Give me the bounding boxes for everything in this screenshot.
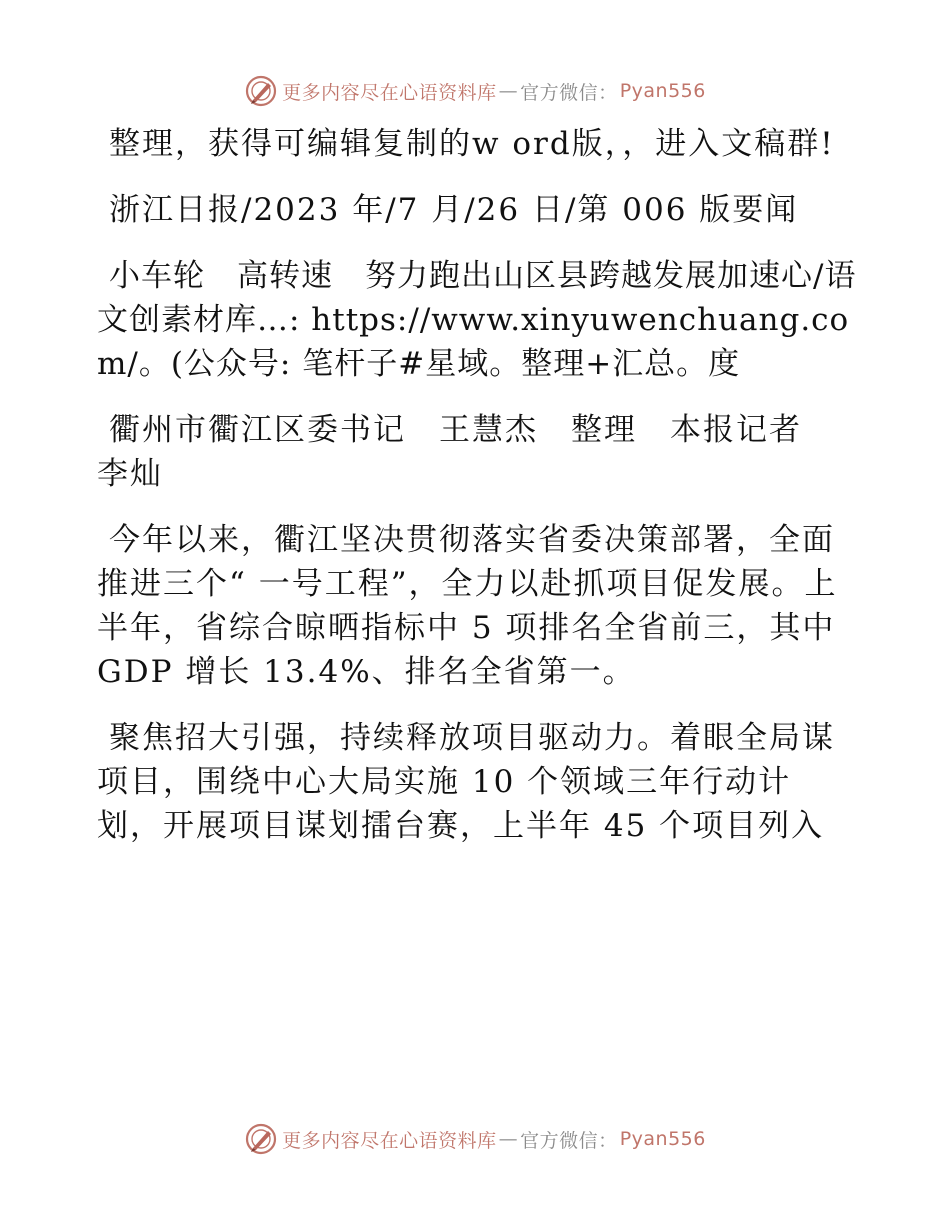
paragraph-byline: 衢州市衢江区委书记 王慧杰 整理 本报记者 李灿 bbox=[97, 412, 835, 492]
footer-official-text: 官方微信： bbox=[520, 1129, 618, 1152]
footer-site-text: 更多内容尽在心语资料库 bbox=[282, 1129, 497, 1152]
pen-logo-icon bbox=[244, 1122, 278, 1156]
paragraph-overview: 今年以来，衢江坚决贯彻落实省委决策部署，全面推进三个“ 一号工程”，全力以赴抓项目促发展。上半年，省综合晾晒指标中 5 项排名全省前三，其中 GDP 增长 13.4%、排名全省第一。 bbox=[97, 522, 838, 690]
paragraph-source: 浙江日报/2023 年/7 月/26 日/第 006 版要闻 bbox=[109, 192, 799, 228]
footer-dash: — bbox=[498, 1128, 519, 1150]
pen-logo-icon bbox=[244, 74, 278, 108]
header-wechat-id: Pyan556 bbox=[619, 80, 706, 102]
header-dash: — bbox=[498, 80, 519, 102]
paragraph-intro: 整理，获得可编辑复制的w ord版，，进入文稿群! bbox=[109, 126, 835, 162]
header-site-text: 更多内容尽在心语资料库 bbox=[282, 81, 497, 104]
footer-watermark bbox=[0, 1119, 950, 1159]
header-official-text: 官方微信： bbox=[520, 81, 618, 104]
paragraph-headline: 小车轮 高转速 努力跑出山区县跨越发展加速心/语文创素材库…: https://www.xinyuwenchuang.com/。(公众号: 笔杆子#星域。整理+汇总。度 bbox=[97, 258, 857, 382]
header-watermark bbox=[0, 71, 950, 111]
paragraph-projects: 聚焦招大引强，持续释放项目驱动力。着眼全局谋项目，围绕中心大局实施 10 个领域三年行动计划，开展项目谋划擂台赛，上半年 45 个项目列入 bbox=[97, 720, 835, 844]
document-body bbox=[97, 122, 857, 870]
footer-wechat-id: Pyan556 bbox=[619, 1128, 706, 1150]
